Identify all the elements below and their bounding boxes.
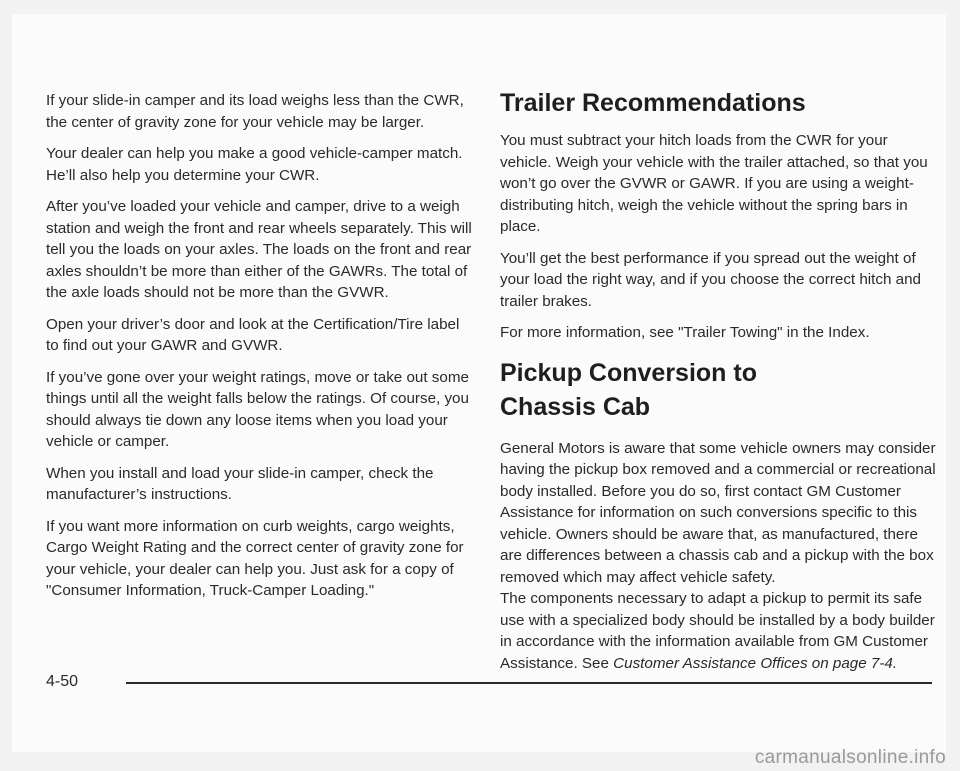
paragraph-hitch-loads: You must subtract your hitch loads from the CWR for your vehicle. Weigh your vehicle with the trailer attached, so that you won’t go over the GVWR or GAWR. If you are using a weight-distributing hitch, weigh the vehicle without the spring bars in place.: [500, 132, 928, 235]
manual-page: [12, 14, 946, 752]
heading-pickup-line-1: Pickup Conversion to: [500, 358, 757, 387]
paragraph-install-camper: When you install and load your slide-in camper, check the manufacturer’s instructions.: [46, 464, 434, 503]
paragraph-weigh-station: After you’ve loaded your vehicle and camper, drive to a weigh station and weigh the front and rear wheels separately. This will tell you the loads on your axles. The loads on the front and rear axles shouldn’t be more than either of the GAWRs. The total of the axle loads should not be more than the GVWR.: [46, 198, 472, 301]
paragraph-best-performance: You’ll get the best performance if you spread out the weight of your load the right way, and if you choose the correct hitch and trailer brakes.: [500, 249, 921, 310]
paragraph-certification-label: Open your driver’s door and look at the Certification/Tire label to find out your GAWR and GVWR.: [46, 315, 460, 354]
heading-pickup-conversion: [500, 356, 936, 424]
components-text: The components necessary to adapt a pickup to permit its safe use with a specialized body should be installed by a body builder in accordance with the information available from GM Customer Assistance.: [500, 590, 935, 672]
footer-rule: [126, 682, 932, 684]
right-column: [500, 90, 936, 674]
customer-assistance-reference[interactable]: Customer Assistance Offices on page 7-4.: [613, 654, 898, 672]
heading-trailer-recommendations: Trailer Recommendations: [500, 89, 806, 117]
left-column: [46, 90, 476, 612]
see-prefix: See: [581, 654, 609, 672]
paragraph-more-information: If you want more information on curb weights, cargo weights, Cargo Weight Rating and the correct center of gravity zone for your vehicle, your dealer can help you. Just ask for a copy of "Consumer Information, Truck-Camper Loading.": [46, 517, 464, 599]
watermark: carmanualsonline.info: [754, 747, 946, 768]
heading-pickup-line-2: Chassis Cab: [500, 392, 651, 421]
page-number: 4-50: [46, 673, 79, 690]
paragraph-trailer-towing-index: For more information, see "Trailer Towing" in the Index.: [500, 324, 870, 341]
paragraph-dealer-help: Your dealer can help you make a good vehicle-camper match. He’ll also help you determine your CWR.: [46, 145, 463, 184]
paragraph-camper-cwr: If your slide-in camper and its load weighs less than the CWR, the center of gravity zone for your vehicle may be larger.: [46, 92, 464, 131]
paragraph-components: [500, 588, 936, 674]
paragraph-gm-aware: General Motors is aware that some vehicle owners may consider having the pickup box removed and a commercial or recreational body installed. Before you do so, first contact GM Customer Assistance for information on such conversions specific to this vehicle. Owners should be aware that, as manufactured, there are differences between a chassis cab and a pickup with the box removed which may affect vehicle safety.: [500, 439, 936, 586]
paragraph-weight-ratings: If you’ve gone over your weight ratings, move or take out some things until all the weight falls below the ratings. Of course, you should always tie down any loose items when you load your vehicle or camper.: [46, 368, 469, 450]
